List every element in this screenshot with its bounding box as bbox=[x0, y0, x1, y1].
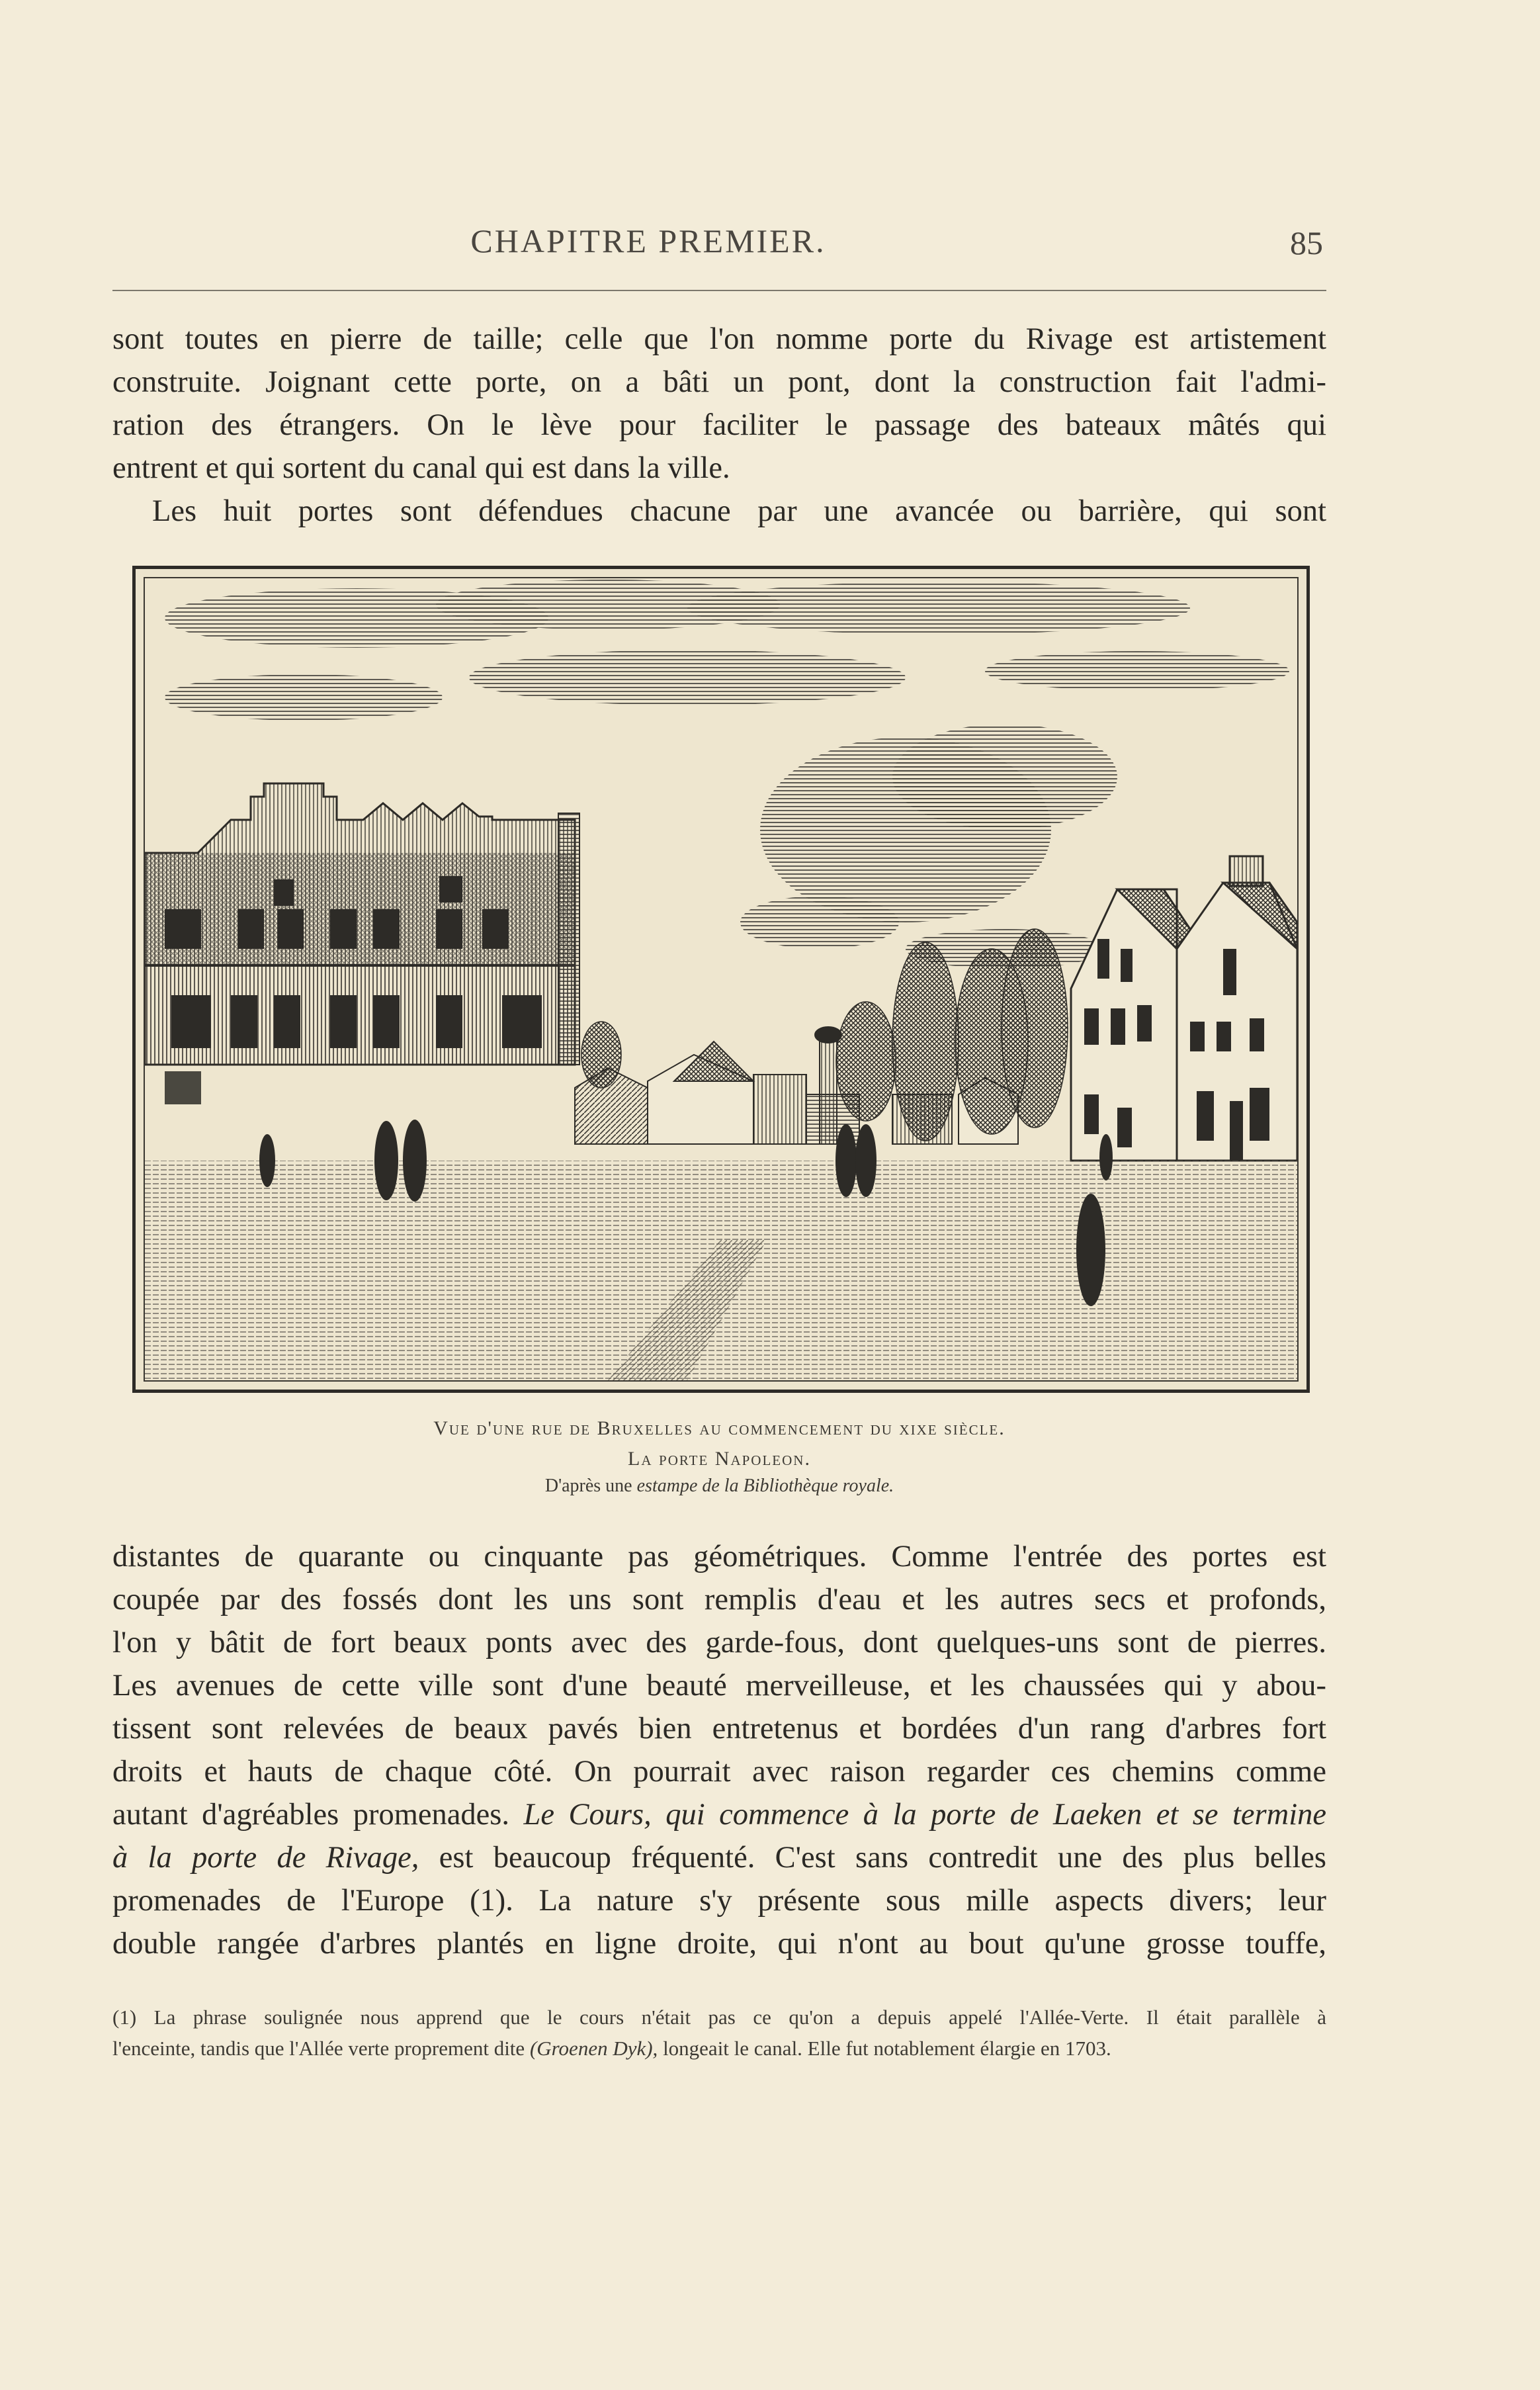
text-segment: longeait le canal. Elle fut notablement élargie en 1703. bbox=[663, 2037, 1111, 2060]
page-number: 85 bbox=[1290, 224, 1323, 261]
header-rule bbox=[112, 290, 1326, 291]
text-line: entrent et qui sortent du canal qui est dans la ville. bbox=[112, 451, 730, 485]
italic-segment: (Groenen Dyk), bbox=[529, 2037, 658, 2060]
footnote-line: (1) La phrase soulignée nous apprend que le cours n'était pas ce qu'on a depuis appelé l'Allée-Verte. Il était parallèle à bbox=[112, 2006, 1326, 2029]
caption-source-italic: estampe de la Bibliothèque royale. bbox=[636, 1476, 894, 1496]
text-line: sont toutes en pierre de taille; celle que l'on nomme porte du Rivage est artistement bbox=[112, 322, 1326, 356]
top-paragraph bbox=[112, 318, 1326, 533]
text-line: Les avenues de cette ville sont d'une beauté merveilleuse, et les chaussées qui y abou- bbox=[112, 1669, 1326, 1703]
text-line: promenades de l'Europe (1). La nature s'y présente sous mille aspects divers; leur bbox=[112, 1884, 1326, 1918]
text-segment: est beaucoup fréquenté. C'est sans contredit une des plus belles bbox=[439, 1841, 1326, 1875]
bottom-paragraph bbox=[112, 1535, 1326, 1965]
figure-caption-line-3 bbox=[112, 1476, 1326, 1497]
text-line: coupée par des fossés dont les uns sont remplis d'eau et les autres secs et profonds, bbox=[112, 1583, 1326, 1616]
figure-caption-line-2: La porte Napoleon. bbox=[628, 1448, 811, 1470]
text-line: Les huit portes sont défendues chacune par une avancée ou barrière, qui sont bbox=[152, 494, 1326, 528]
engraving-illustration bbox=[132, 566, 1310, 1393]
text-segment: autant d'agréables promenades. bbox=[112, 1798, 510, 1832]
street-scene-engraving bbox=[145, 578, 1297, 1380]
text-line: tissent sont relevées de beaux pavés bien entretenus et bordées d'un rang d'arbres fort bbox=[112, 1712, 1326, 1746]
text-line: droits et hauts de chaque côté. On pourrait avec raison regarder ces chemins comme bbox=[112, 1755, 1326, 1789]
italic-segment: Le Cours, qui commence à la porte de Laeken et se termine bbox=[523, 1798, 1327, 1832]
text-line bbox=[112, 1793, 1326, 1836]
text-line: ration des étrangers. On le lève pour faciliter le passage des bateaux mâtés qui bbox=[112, 408, 1326, 442]
footnote-line bbox=[112, 2033, 1326, 2064]
figure-caption-line-1: Vue d'une rue de Bruxelles au commencement du xixe siècle. bbox=[433, 1417, 1005, 1439]
engraving-frame bbox=[144, 577, 1299, 1382]
text-segment: l'enceinte, tandis que l'Allée verte proprement dite bbox=[112, 2037, 525, 2060]
footnote bbox=[112, 2002, 1326, 2064]
text-line: double rangée d'arbres plantés en ligne droite, qui n'ont au bout qu'une grosse touffe, bbox=[112, 1927, 1326, 1961]
caption-source-prefix: D'après une bbox=[544, 1476, 632, 1496]
italic-segment: à la porte de Rivage, bbox=[112, 1841, 419, 1875]
running-head: CHAPITRE PREMIER. bbox=[470, 222, 826, 259]
text-line bbox=[112, 1836, 1326, 1879]
text-line: distantes de quarante ou cinquante pas géométriques. Comme l'entrée des portes est bbox=[112, 1540, 1326, 1573]
text-line: construite. Joignant cette porte, on a bâti un pont, dont la construction fait l'admi- bbox=[112, 365, 1326, 399]
text-line: l'on y bâtit de fort beaux ponts avec des garde-fous, dont quelques-uns sont de pierres. bbox=[112, 1626, 1326, 1660]
